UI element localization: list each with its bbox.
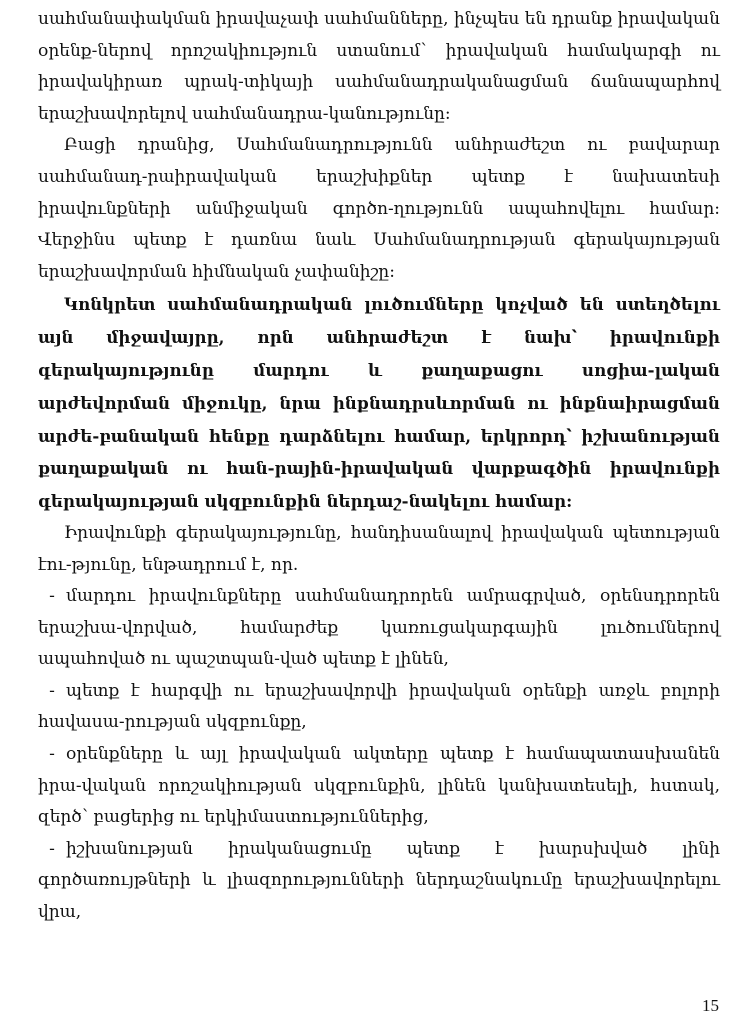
bullet-item xyxy=(38,739,720,834)
bullet-text: իշխանության իրականացումը պետք է խարսխված լինի գործառույթների և լիազորությունների ներդաշնակումը երաշխավորելու վրա, xyxy=(38,838,720,923)
paragraph-continuation: սահմանափակման իրավաչափ սահմանները, ինչպես են դրանք իրավական օրենք-ներով որոշակիություն ստանում՝ իրավական համակարգի ու իրավակիրառ պրակ-տիկայի սահմանադրականացման ճանապարհով երաշխավորելով սահմանադրա-կանությունը: xyxy=(38,9,720,124)
bullet-dash: - xyxy=(49,586,55,607)
paragraph-rule-of-law: Իրավունքի գերակայությունը, հանդիսանալով իրավական պետության էու-թյունը, ենթադրում է, որ. xyxy=(38,522,720,575)
bullet-item xyxy=(38,676,720,739)
bullet-text: օրենքները և այլ իրավական ակտերը պետք է համապատասխանեն իրա-վական որոշակիության սկզբունքին, լինեն կանխատեսելի, հստակ, զերծ՝ բացերից ու երկիմաստություններից, xyxy=(38,744,720,828)
bullet-item xyxy=(38,581,720,676)
page-body xyxy=(38,4,720,929)
bullet-dash: - xyxy=(49,838,55,859)
paragraph-besides: Բացի դրանից, Սահմանադրությունն անհրաժեշտ ու բավարար սահմանադ-րաիրավական երաշխիքներ պետք է նախատեսի իրավունքների անմիջական գործո-ղությունն ապահովելու համար: Վերջինս պետք է դառնա նաև Սահմանադրության գերակայության երաշխավորման հիմնական չափանիշը: xyxy=(38,135,720,282)
bullet-dash: - xyxy=(49,744,55,765)
paragraph-bold-emphasis: Կոնկրետ սահմանադրական լուծումները կոչված են ստեղծելու այն միջավայրը, որն անհրաժեշտ է նախ՝ իրավունքի գերակայությունը մարդու և քաղաքացու սոցիա-լական արժեվորման միջուկը, նրա ինքնադրսևորման ու ինքնաիրացման արժե-բանական հենքը դարձնելու համար, երկրորդ՝ իշխանության քաղաքական ու հան-րային-իրավական վարքագծին իրավունքի գերակայության սկզբունքին ներդաշ-նակելու համար: xyxy=(38,294,720,512)
page-number: 15 xyxy=(702,996,719,1015)
bullet-dash: - xyxy=(49,680,55,701)
bullet-text: մարդու իրավունքները սահմանադրորեն ամրագրված, օրենսդրորեն երաշխա-վորված, համարժեք կառուցակարգային լուծումներով ապահոված ու պաշտպան-ված պետք է լինեն, xyxy=(38,586,720,670)
bullet-item xyxy=(38,834,720,929)
bullet-text: պետք է հարգվի ու երաշխավորվի իրավական օրենքի առջև բոլորի հավասա-րության սկզբունքը, xyxy=(38,680,720,733)
